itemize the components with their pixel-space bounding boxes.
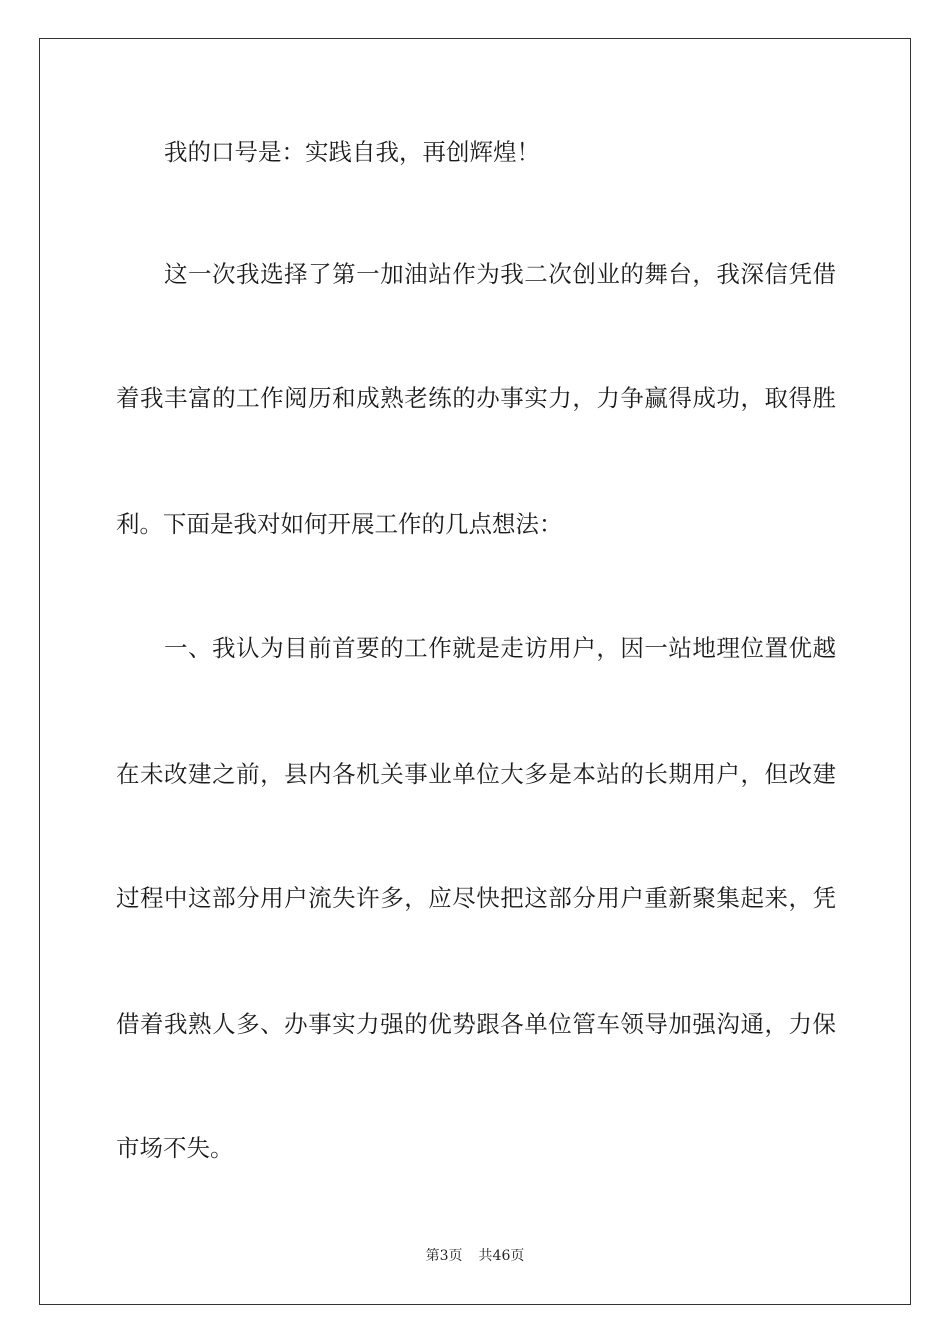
- page-total: 共46页: [478, 1248, 525, 1264]
- paragraph-line-3: 着我丰富的工作阅历和成熟老练的办事实力，力争赢得成功，取得胜: [116, 384, 836, 412]
- paragraph-line-2: 这一次我选择了第一加油站作为我二次创业的舞台，我深信凭借: [164, 260, 836, 288]
- paragraph-line-9: 市场不失。: [116, 1134, 234, 1162]
- paragraph-line-5: 一、我认为目前首要的工作就是走访用户，因一站地理位置优越: [164, 634, 836, 662]
- paragraph-line-4: 利。下面是我对如何开展工作的几点想法：: [116, 510, 563, 538]
- page-footer: [0, 1246, 950, 1266]
- paragraph-line-7: 过程中这部分用户流失许多，应尽快把这部分用户重新聚集起来，凭: [116, 884, 836, 912]
- page-border: [39, 38, 911, 1305]
- page-number: 第3页: [425, 1248, 463, 1264]
- paragraph-line-8: 借着我熟人多、办事实力强的优势跟各单位管车领导加强沟通，力保: [116, 1010, 836, 1038]
- paragraph-line-6: 在未改建之前，县内各机关事业单位大多是本站的长期用户，但改建: [116, 760, 836, 788]
- paragraph-line-1: 我的口号是：实践自我，再创辉煌！: [164, 138, 540, 166]
